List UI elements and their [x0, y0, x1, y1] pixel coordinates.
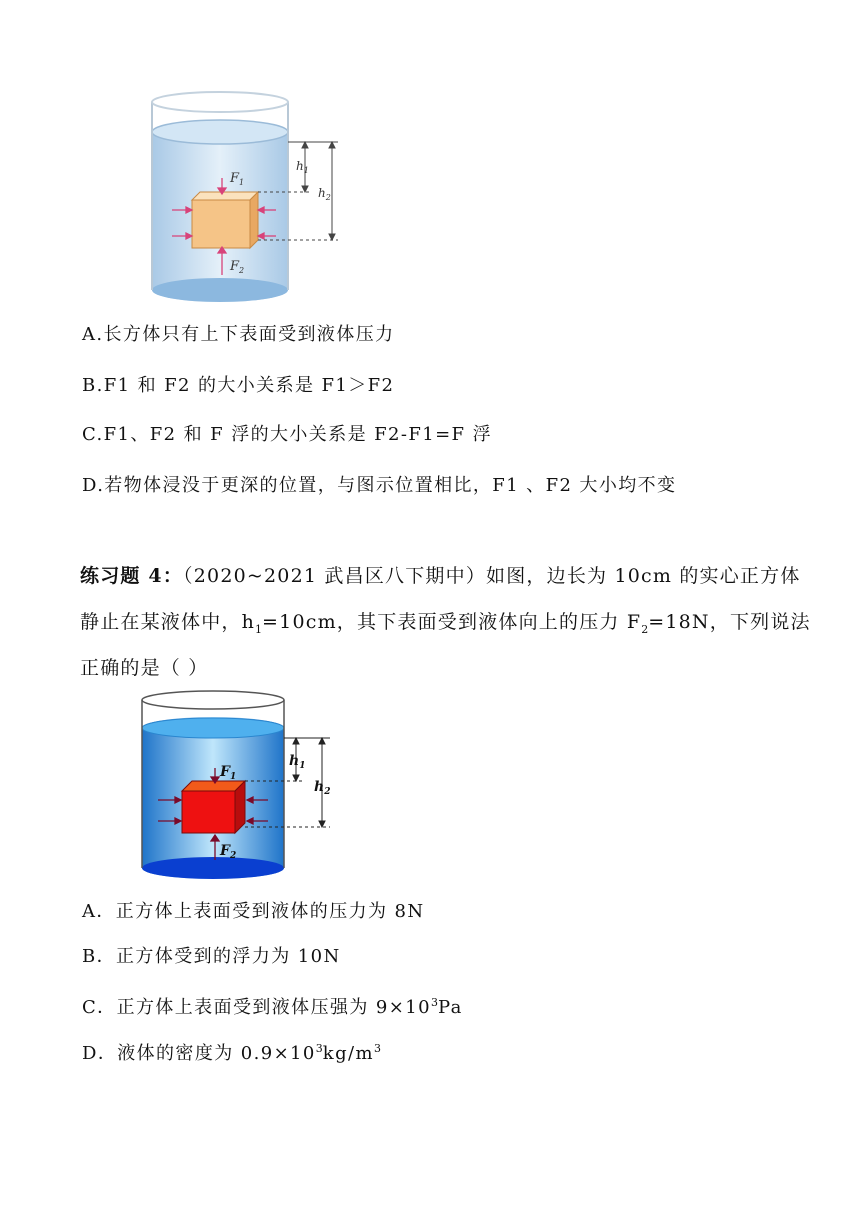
label-f2: $F_2$: [230, 259, 245, 275]
option-4c: C．正方体上表面受到液体压强为 $9\times 10^3Pa$: [82, 996, 463, 1018]
label-h1: $h_1$: [296, 159, 309, 175]
block-2: [182, 781, 245, 833]
question4-line2: 静止在某液体中，$h_1=10cm$，其下表面受到液体向上的压力 $F_2=18N$，下列说法: [80, 611, 811, 636]
option-1a: A.长方体只有上下表面受到液体压力: [82, 324, 395, 345]
label-f1: $F_1$: [220, 764, 237, 782]
question4-line1: 练习题 4：（2020~2021 武昌区八下期中）如图，边长为 10cm 的实心正方体: [80, 565, 801, 587]
label-f1: $F_1$: [230, 171, 245, 187]
option-4d: D．液体的密度为 $0.9\times 10^3kg/m^3$: [82, 1042, 381, 1064]
label-h2: $h_2$: [318, 186, 331, 202]
question4-label: 练习题 4：: [80, 565, 184, 587]
option-1c: C.F1、F2 和 F 浮的大小关系是 F2-F1=F 浮: [82, 424, 492, 445]
option-4b: B．正方体受到的浮力为 10N: [82, 946, 341, 967]
option-1d: D.若物体浸没于更深的位置，与图示位置相比，F1 、F2 大小均不变: [82, 475, 677, 496]
label-h1: $h_1$: [289, 753, 306, 771]
figure-1: [130, 90, 370, 305]
label-h2: $h_2$: [314, 779, 331, 797]
block-1: [192, 192, 258, 248]
label-f2: $F_2$: [220, 843, 237, 861]
option-1b: B.F1 和 F2 的大小关系是 F1＞F2: [82, 375, 395, 396]
question4-line3: 正确的是（ ）: [80, 657, 209, 679]
figure-2: [130, 688, 350, 883]
option-4a: A．正方体上表面受到液体的压力为 8N: [82, 901, 425, 922]
